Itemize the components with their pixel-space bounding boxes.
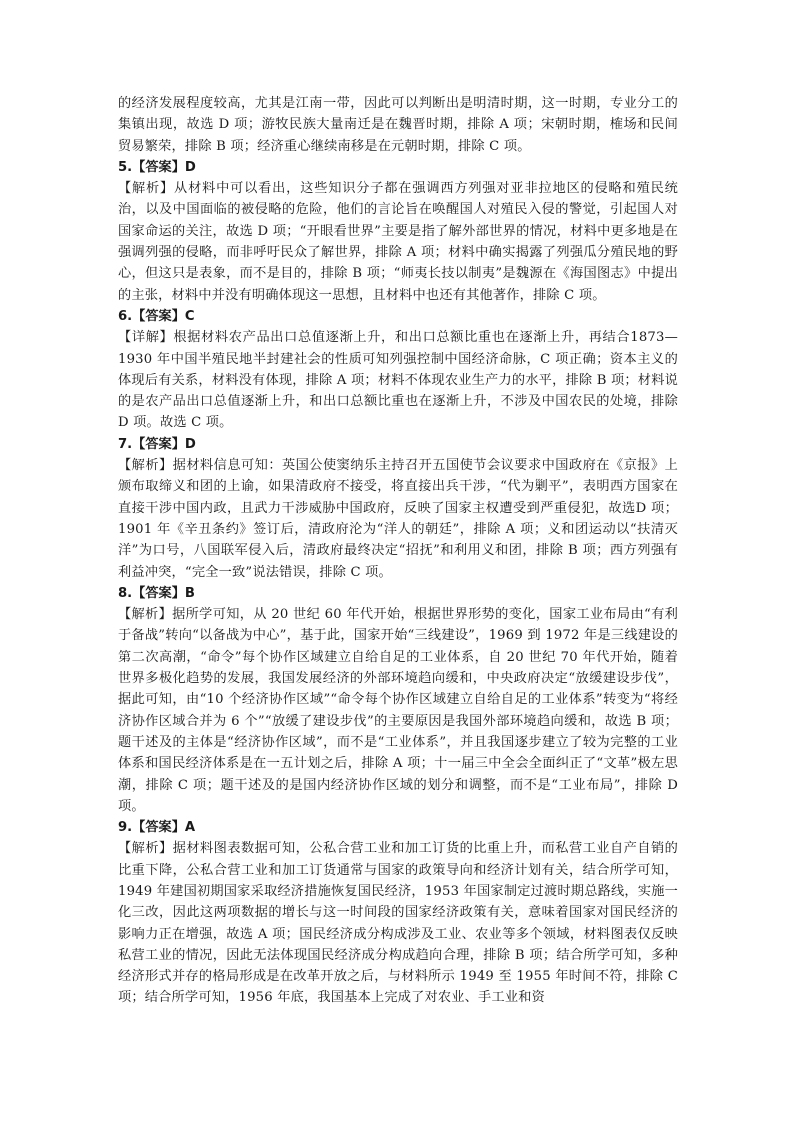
answer-explanation-9: 【解析】据材料图表数据可知，公私合营工业和加工订货的比重上升，而私营工业自产自销的比重下降，公私合营工业和加工订货通常与国家的政策导向和经济计划有关，结合所学可知，1949 年建国初期国家采取经济措施恢复国民经济，1953 年国家制定过渡时期总路线，实施一化三改，因此这两项数据的增长与这一时间段的国家经济政策有关，意味着国家对国民经济的影响力正在增强，故选 A 项；国民经济成分构成涉及工业、农业等多个领域，材料图表仅反映私营工业的情况，因此无法体现国民经济成分构成趋向合理，排除 B 项；结合所学可知，多种经济形式并存的格局形成是在改革开放之后，与材料所示 1949 至 1955 年时间不符，排除 C 项；结合所学可知，1956 年底，我国基本上完成了对农业、手工业和资 [118,841,678,1006]
answer-heading-8: 8.【答案】B [118,585,195,601]
answer-heading-7: 7.【答案】D [118,436,196,452]
answer-heading-5: 5.【答案】D [118,159,196,175]
answer-explanation-7: 【解析】据材料信息可知：英国公使窦纳乐主持召开五国使节会议要求中国政府在《京报》上颁布取缔义和团的上谕，如果清政府不接受，将直接出兵干涉，“代为剿平”，表明西方国家在直接干涉中国内政，且武力干涉威胁中国政府，反映了国家主权遭受到严重侵犯，故选D 项；1901 年《辛丑条约》签订后，清政府沦为“洋人的朝廷”，排除 A 项；义和团运动以“扶清灭洋”为口号，八国联军侵入后，清政府最终决定“招抚”和利用义和团，排除 B 项；西方列强有利益冲突，“完全一致”说法错误，排除 C 项。 [118,458,678,580]
document-page [118,93,678,1009]
answer-explanation-continued: 的经济发展程度较高，尤其是江南一带，因此可以判断出是明清时期，这一时期，专业分工的集镇出现，故选 D 项；游牧民族大量南迁是在魏晋时期，排除 A 项；宋朝时期，榷场和民间贸易繁荣，排除 B 项；经济重心继续南移是在元朝时期，排除 C 项。 [118,96,678,154]
answer-explanation-5: 【解析】从材料中可以看出，这些知识分子都在强调西方列强对亚非拉地区的侵略和殖民统治，以及中国面临的被侵略的危险，他们的言论旨在唤醒国人对殖民入侵的警觉，引起国人对国家命运的关注，故选 D 项；“开眼看世界”主要是指了解外部世界的情况，材料中更多地是在强调列强的侵略，而非呼吁民众了解世界，排除 A 项；材料中确实揭露了列强瓜分殖民地的野心，但这只是表象，而不是目的，排除 B 项；“师夷长技以制夷”是魏源在《海国图志》中提出的主张，材料中并没有明确体现这一思想，且材料中也还有其他著作，排除 C 项。 [118,181,678,303]
answer-heading-6: 6.【答案】C [118,308,195,324]
answer-explanation-6: 【详解】根据材料农产品出口总值逐渐上升，和出口总额比重也在逐渐上升，再结合1873—1930 年中国半殖民地半封建社会的性质可知列强控制中国经济命脉，C 项正确；资本主义的体现后有关系，材料没有体现，排除 A 项；材料不体现农业生产力的水平，排除 B 项；材料说的是农产品出口总值逐渐上升，和出口总额比重也在逐渐上升，不涉及中国农民的处境，排除 D 项。故选 C 项。 [118,330,678,431]
answer-explanation-8: 【解析】据所学可知，从 20 世纪 60 年代开始，根据世界形势的变化，国家工业布局由“有利于备战”转向“以备战为中心”，基于此，国家开始“三线建设”，1969 到 1972 年是三线建设的第二次高潮，“命令”每个协作区域建立自给自足的工业体系，自 20 世纪 70 年代开始，随着世界多极化趋势的发展，我国发展经济的外部环境趋向缓和，中央政府决定“放缓建设步伐”，据此可知，由“10 个经济协作区域”“命令每个协作区域建立自给自足的工业体系”转变为“将经济协作区域合并为 6 个”“放缓了建设步伐”的主要原因是我国外部环境趋向缓和，故选 B 项；题干述及的主体是“经济协作区域”，而不是“工业体系”，并且我国逐步建立了较为完整的工业体系和国民经济体系是在一五计划之后，排除 A 项；十一届三中全会全面纠正了“文革”极左思潮，排除 C 项；题干述及的是国内经济协作区域的划分和调整，而不是“工业布局”，排除 D 项。 [118,607,678,814]
answer-heading-9: 9.【答案】A [118,820,196,836]
